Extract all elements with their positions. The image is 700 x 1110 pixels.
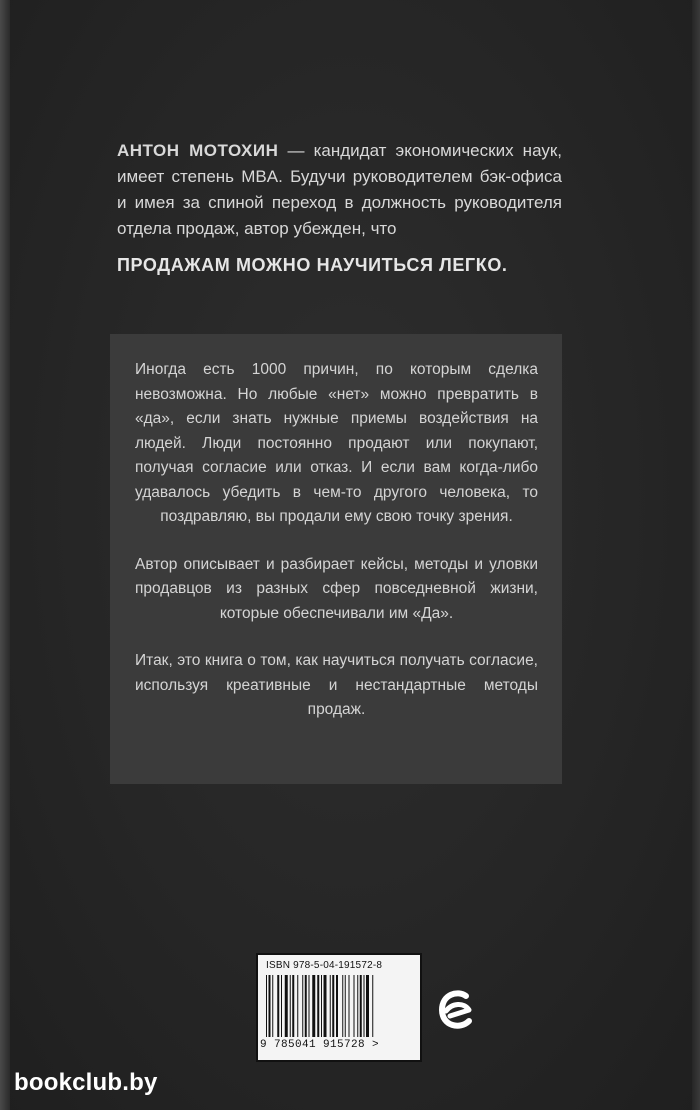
barcode-bar <box>342 975 343 1037</box>
author-slogan: ПРОДАЖАМ МОЖНО НАУЧИТЬСЯ ЛЕГКО. <box>117 255 508 275</box>
barcode-bar <box>266 975 267 1037</box>
description-text <box>135 358 538 746</box>
barcode-bar <box>297 975 298 1037</box>
barcode-bar <box>309 975 310 1037</box>
isbn-label: ISBN 978-5-04-191572-8 <box>266 960 383 971</box>
barcode-digits: 9 785041 915728 > <box>260 1039 380 1051</box>
barcode-bar <box>281 975 282 1037</box>
barcode-bar <box>302 975 303 1037</box>
barcode-bar <box>277 975 279 1037</box>
barcode-bar <box>332 975 334 1037</box>
author-bio <box>117 138 562 278</box>
barcode-bar <box>349 975 350 1037</box>
barcode-bar <box>324 975 327 1037</box>
barcode-bar <box>336 975 338 1037</box>
watermark-label: bookclub.by <box>14 1069 158 1096</box>
cover-edge-right <box>692 0 700 1110</box>
barcode-bar <box>321 975 322 1037</box>
barcode-bar <box>272 975 273 1037</box>
barcode-bar <box>285 975 288 1037</box>
barcode-bar <box>345 975 346 1037</box>
barcode-bars <box>266 975 412 1037</box>
barcode-bar <box>305 975 307 1037</box>
eksmo-logo-icon <box>436 988 476 1032</box>
barcode-bar <box>292 975 294 1037</box>
author-name: АНТОН МОТОХИН <box>117 141 279 160</box>
description-paragraph: Автор описывает и разбирает кейсы, методы и уловки продавцов из разных сфер повседневной жизни, которые обеспечивали им «Да». <box>135 555 538 622</box>
barcode-bar <box>312 975 315 1037</box>
barcode-bar <box>317 975 319 1037</box>
cover-edge-left <box>0 0 10 1110</box>
barcode-bar <box>372 975 373 1037</box>
barcode-bar <box>269 975 271 1037</box>
barcode-bar <box>354 975 355 1037</box>
barcode-bar <box>364 975 365 1037</box>
author-bio-text: — кандидат экономических наук, имеет степень MBA. Будучи руководителем бэк-офиса и имея за спиной переход в должность руководителя отдела продаж, автор убежден, что <box>117 141 562 238</box>
barcode-bar <box>366 975 369 1037</box>
barcode-bar <box>360 975 362 1037</box>
barcode-bar <box>357 975 358 1037</box>
isbn-barcode <box>256 953 422 1062</box>
description-paragraph: Итак, это книга о том, как научиться получать согласие, используя креативные и нестандартные методы продаж. <box>135 652 538 718</box>
barcode-bar <box>290 975 291 1037</box>
description-paragraph: Иногда есть 1000 причин, по которым сделка невозможна. Но любые «нет» можно превратить в «да», если знать нужные приемы воздействия на людей. Люди постоянно продают или покупают, получая согласие или отказ. И если вам когда-либо удавалось убедить в чем-то другого человека, то поздравляю, вы продали ему свою точку зрения. <box>135 361 538 525</box>
barcode-bar <box>330 975 331 1037</box>
